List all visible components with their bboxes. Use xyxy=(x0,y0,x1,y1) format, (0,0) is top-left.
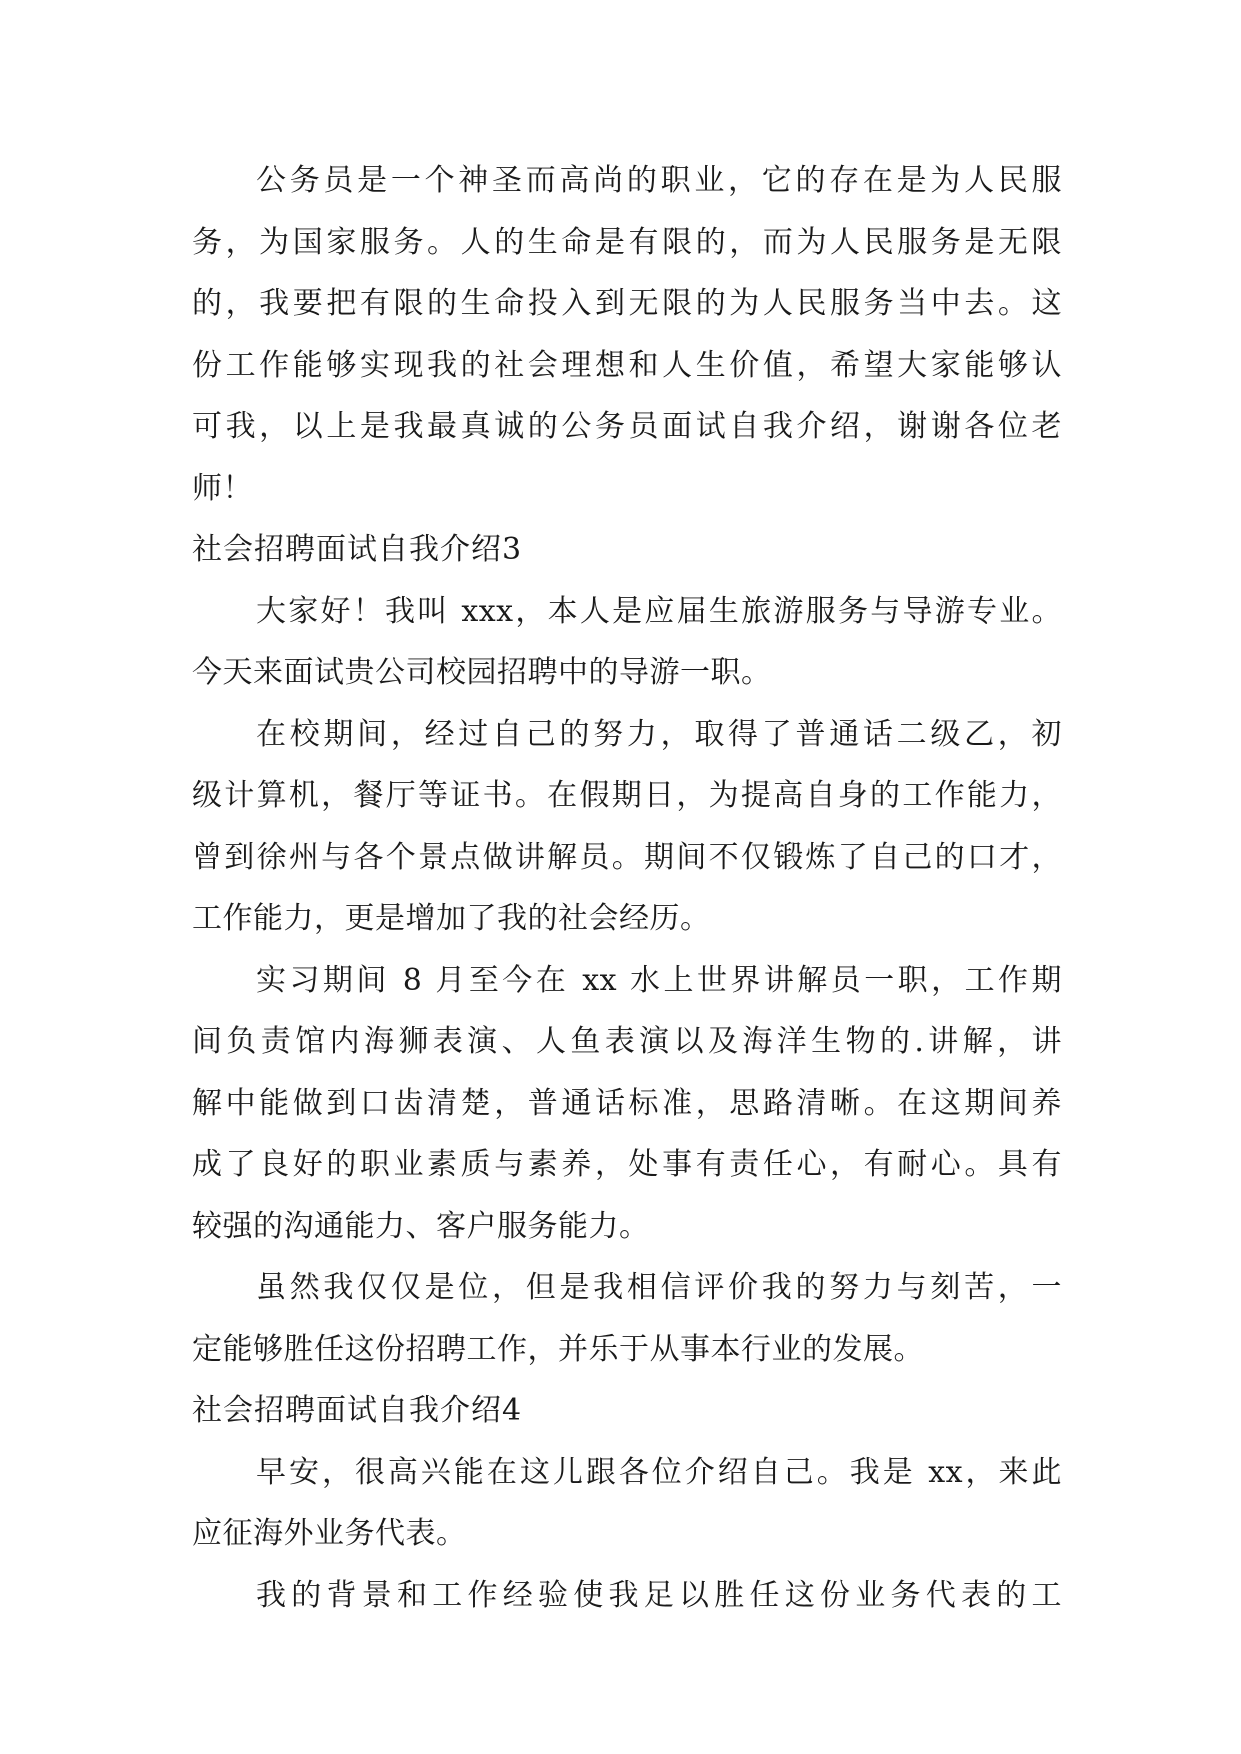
paragraph-line: 师！ xyxy=(192,470,253,506)
paragraph xyxy=(192,704,1062,950)
section-heading-text: 社会招聘面试自我介绍4 xyxy=(192,1393,523,1428)
paragraph xyxy=(192,150,1062,519)
paragraph-line: 在校期间，经过自己的努力，取得了普通话二级乙，初 xyxy=(256,716,1062,752)
paragraph-line: 务，为国家服务。人的生命是有限的，而为人民服务是无限 xyxy=(192,224,1062,260)
section-heading xyxy=(192,1380,1062,1442)
paragraph-line: 间负责馆内海狮表演、人鱼表演以及海洋生物的.讲解，讲 xyxy=(192,1024,1062,1059)
paragraph-line: 公务员是一个神圣而高尚的职业，它的存在是为人民服 xyxy=(256,163,1062,198)
paragraph-line: 应征海外业务代表。 xyxy=(192,1516,467,1551)
paragraph xyxy=(192,950,1062,1258)
paragraph-line: 工作能力，更是增加了我的社会经历。 xyxy=(192,901,711,936)
paragraph-line: 成了良好的职业素质与素养，处事有责任心，有耐心。具有 xyxy=(192,1147,1062,1182)
paragraph-line: 实习期间 8 月至今在 xx 水上世界讲解员一职，工作期 xyxy=(256,962,1062,998)
paragraph-line: 较强的沟通能力、客户服务能力。 xyxy=(192,1208,650,1244)
paragraph xyxy=(192,581,1062,704)
paragraph-line: 我的背景和工作经验使我足以胜任这份业务代表的工 xyxy=(256,1577,1062,1613)
paragraph-line: 解中能做到口齿清楚，普通话标准，思路清晰。在这期间养 xyxy=(192,1085,1062,1121)
paragraph-line: 今天来面试贵公司校园招聘中的导游一职。 xyxy=(192,655,772,690)
paragraph-line: 早安，很高兴能在这儿跟各位介绍自己。我是 xx，来此 xyxy=(256,1454,1062,1490)
paragraph-line: 份工作能够实现我的社会理想和人生价值，希望大家能够认 xyxy=(192,347,1062,383)
paragraph-line: 定能够胜任这份招聘工作，并乐于从事本行业的发展。 xyxy=(192,1331,924,1367)
paragraph-line: 虽然我仅仅是位，但是我相信评价我的努力与刻苦，一 xyxy=(256,1270,1062,1305)
section-heading-text: 社会招聘面试自我介绍3 xyxy=(192,532,523,567)
section-heading xyxy=(192,519,1062,581)
paragraph xyxy=(192,1565,1062,1627)
paragraph-line: 级计算机，餐厅等证书。在假期日，为提高自身的工作能力， xyxy=(192,778,1062,813)
paragraph-line: 曾到徐州与各个景点做讲解员。期间不仅锻炼了自己的口才， xyxy=(192,839,1062,875)
document-body xyxy=(192,150,1062,1626)
paragraph xyxy=(192,1442,1062,1565)
paragraph-line: 的，我要把有限的生命投入到无限的为人民服务当中去。这 xyxy=(192,286,1062,321)
paragraph-line: 大家好！我叫 xxx，本人是应届生旅游服务与导游专业。 xyxy=(256,593,1062,629)
paragraph-line: 可我，以上是我最真诚的公务员面试自我介绍，谢谢各位老 xyxy=(192,409,1062,444)
paragraph xyxy=(192,1257,1062,1380)
